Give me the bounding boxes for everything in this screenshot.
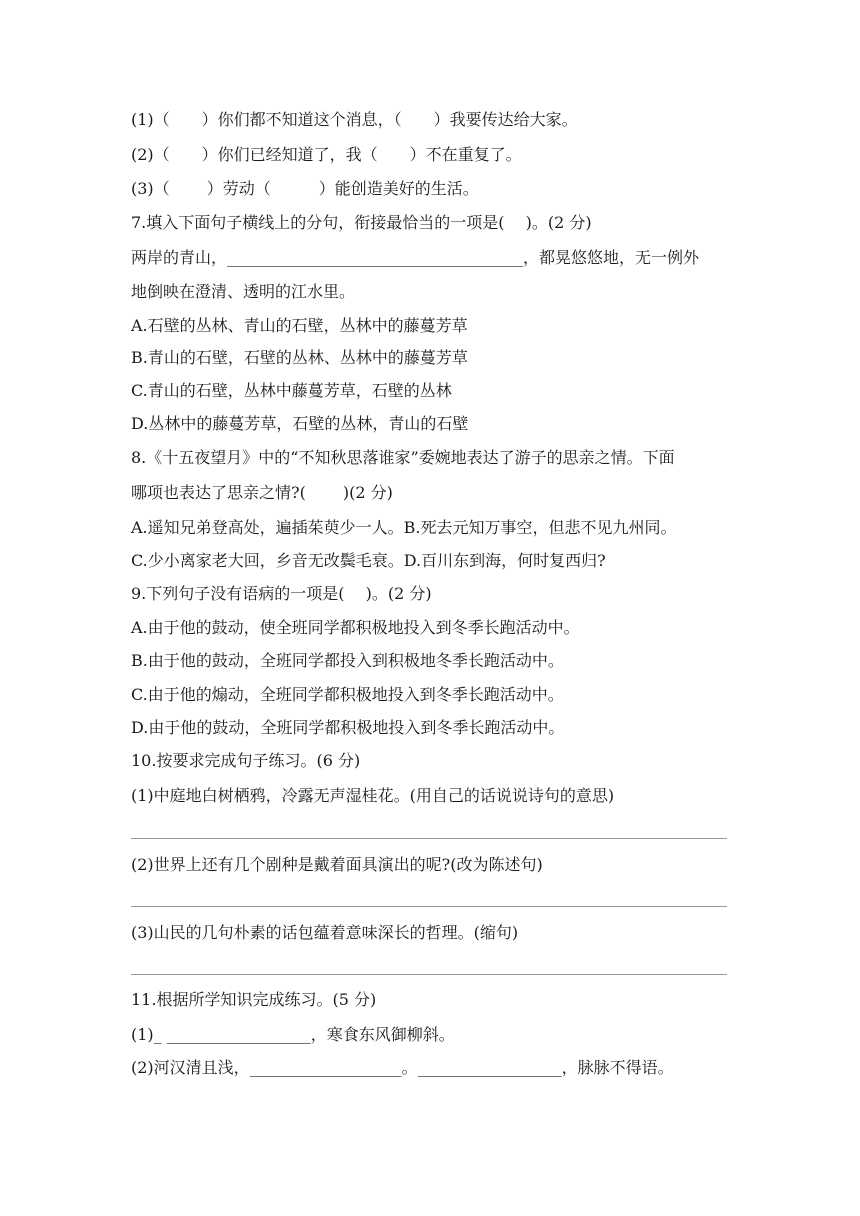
q7-title: 7.填入下面句子横线上的分句，衔接最恰当的一项是( )。(2 分) xyxy=(131,213,592,232)
answer-line-3[interactable] xyxy=(131,974,727,975)
q9-option-d: D.由于他的鼓动，全班同学都积极地投入到冬季长跑活动中。 xyxy=(131,718,565,737)
q9-option-b: B.由于他的鼓动，全班同学都投入到积极地冬季长跑活动中。 xyxy=(131,651,564,670)
q10-title: 10.按要求完成句子练习。(6 分) xyxy=(131,751,361,770)
q8-title-line-2: 哪项也表达了思亲之情?( )(2 分) xyxy=(131,483,393,502)
q7-option-b: B.青山的石壁，石壁的丛林、丛林中的藤蔓芳草 xyxy=(131,348,468,367)
q7-option-d: D.丛林中的藤蔓芳草，石壁的丛林，青山的石壁 xyxy=(131,414,469,433)
q7-stem-line-1: 两岸的青山，_____________________________________，都晃悠悠地，无一例外 xyxy=(131,248,700,267)
q10-item-2: (2)世界上还有几个剧种是戴着面具演出的呢?(改为陈述句) xyxy=(131,855,543,874)
q7-option-c: C.青山的石壁，丛林中藤蔓芳草，石壁的丛林 xyxy=(131,381,452,400)
q11-item-1: (1)_ __________________，寒食东风御柳斜。 xyxy=(131,1025,455,1044)
q8-options-ab: A.遥知兄弟登高处，遍插茱萸少一人。B.死去元知万事空，但悲不见九州同。 xyxy=(131,518,677,537)
q8-title-line-1: 8.《十五夜望月》中的“不知秋思落谁家”委婉地表达了游子的思亲之情。下面 xyxy=(131,448,675,467)
q10-item-3: (3)山民的几句朴素的话包蕴着意味深长的哲理。(缩句) xyxy=(131,923,519,942)
q7-stem-line-2: 地倒映在澄清、透明的江水里。 xyxy=(131,282,356,301)
q9-option-a: A.由于他的鼓动，使全班同学都积极地投入到冬季长跑活动中。 xyxy=(131,618,580,637)
q6-item-1: (1)（ ）你们都不知道这个消息，（ ）我要传达给大家。 xyxy=(131,110,578,129)
q10-item-1: (1)中庭地白树栖鸦，冷露无声湿桂花。(用自己的话说说诗句的意思) xyxy=(131,786,615,805)
q6-item-3: (3)（ ）劳动（ ）能创造美好的生活。 xyxy=(131,179,479,198)
q8-options-cd: C.少小离家老大回，乡音无改鬓毛衰。D.百川东到海，何时复西归? xyxy=(131,551,606,570)
answer-line-1[interactable] xyxy=(131,838,727,839)
q9-title: 9.下列句子没有语病的一项是( )。(2 分) xyxy=(131,584,432,603)
q11-title: 11.根据所学知识完成练习。(5 分) xyxy=(131,990,377,1009)
answer-line-2[interactable] xyxy=(131,906,727,907)
q9-option-c: C.由于他的煽动，全班同学都积极地投入到冬季长跑活动中。 xyxy=(131,685,564,704)
q7-option-a: A.石壁的丛林、青山的石壁，丛林中的藤蔓芳草 xyxy=(131,316,468,335)
q6-item-2: (2)（ ）你们已经知道了，我（ ）不在重复了。 xyxy=(131,145,522,164)
q11-item-2: (2)河汉清且浅，___________________。__________________，脉脉不得语。 xyxy=(131,1058,674,1077)
